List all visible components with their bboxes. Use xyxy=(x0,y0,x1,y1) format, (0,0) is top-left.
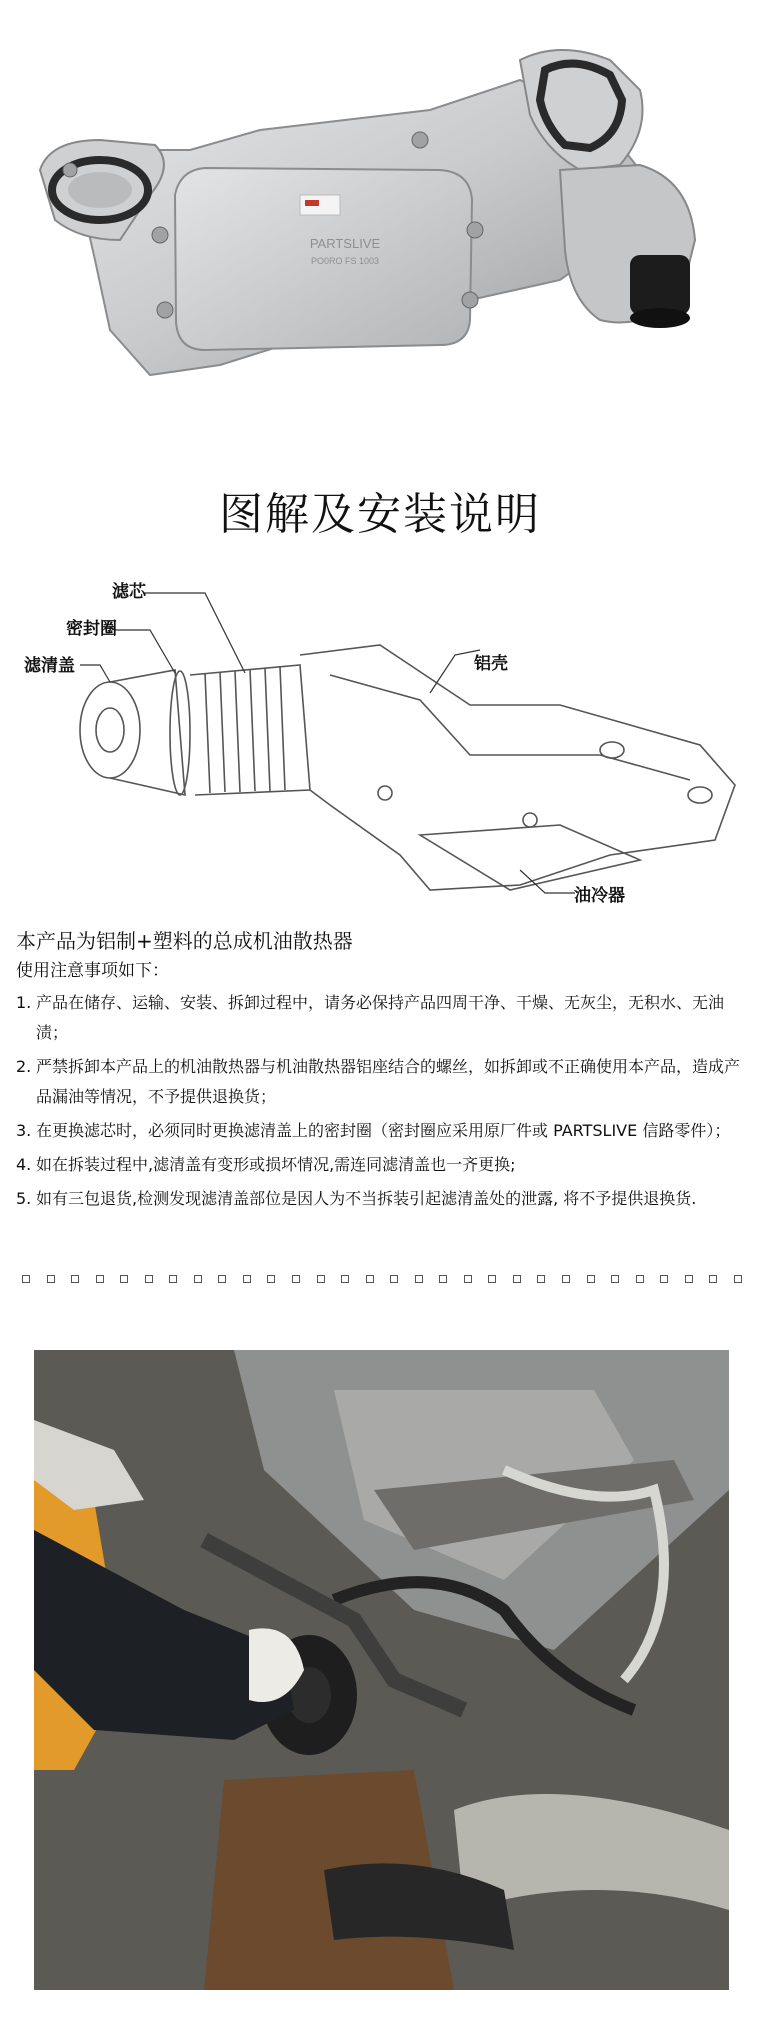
divider-dot xyxy=(537,1275,545,1283)
list-item: 2. 严禁拆卸本产品上的机油散热器与机油散热器铝座结合的螺丝，如拆卸或不正确使用本产品，造成产品漏油等情况，不予提供退换货； xyxy=(16,1057,741,1106)
divider-dot xyxy=(636,1275,644,1283)
divider-dot xyxy=(341,1275,349,1283)
product-plate-text: PO0RO FS 1003 xyxy=(310,256,380,266)
divider-dot xyxy=(562,1275,570,1283)
divider-dot xyxy=(488,1275,496,1283)
divider-dot xyxy=(96,1275,104,1283)
divider-dot xyxy=(415,1275,423,1283)
label-aluminum-shell: 铝壳 xyxy=(474,654,508,674)
divider-dot xyxy=(390,1275,398,1283)
list-item: 1. 产品在储存、运输、安装、拆卸过程中，请务必保持产品四周干净、干燥、无灰尘，无积水、无油渍； xyxy=(16,993,725,1042)
divider-dot xyxy=(685,1275,693,1283)
list-item: 3. 在更换滤芯时，必须同时更换滤清盖上的密封圈（密封圈应采用原厂件或 PARTSLIVE 信路零件）； xyxy=(16,1121,731,1140)
label-oil-cooler: 油冷器 xyxy=(574,886,625,906)
list-item: 4. 如在拆装过程中,滤清盖有变形或损坏情况,需连同滤清盖也一齐更换; xyxy=(16,1155,516,1174)
divider-dot xyxy=(267,1275,275,1283)
label-filter-core: 滤芯 xyxy=(112,582,146,602)
divider-dot xyxy=(194,1275,202,1283)
divider-dot xyxy=(218,1275,226,1283)
dotted-divider xyxy=(22,1275,742,1287)
divider-dot xyxy=(71,1275,79,1283)
page-title: 图解及安装说明 xyxy=(219,489,541,540)
exploded-diagram xyxy=(0,555,760,910)
divider-dot xyxy=(709,1275,717,1283)
divider-dot xyxy=(169,1275,177,1283)
divider-dot xyxy=(660,1275,668,1283)
divider-dot xyxy=(292,1275,300,1283)
divider-dot xyxy=(439,1275,447,1283)
engine-bay-photo xyxy=(34,1350,729,1990)
divider-dot xyxy=(47,1275,55,1283)
label-seal-ring: 密封圈 xyxy=(66,619,117,639)
divider-dot xyxy=(317,1275,325,1283)
product-brand-text: PARTSLIVE xyxy=(309,236,381,251)
diagram-drawing xyxy=(0,555,760,910)
divider-dot xyxy=(464,1275,472,1283)
divider-dot xyxy=(145,1275,153,1283)
notes-intro: 使用注意事项如下： xyxy=(16,961,169,981)
divider-dot xyxy=(22,1275,30,1283)
divider-dot xyxy=(611,1275,619,1283)
product-photo xyxy=(0,0,760,440)
divider-dot xyxy=(734,1275,742,1283)
divider-dot xyxy=(120,1275,128,1283)
divider-dot xyxy=(587,1275,595,1283)
divider-dot xyxy=(243,1275,251,1283)
label-filter-cap: 滤清盖 xyxy=(24,656,75,676)
product-description-heading: 本产品为铝制+塑料的总成机油散热器 xyxy=(16,929,353,953)
notes-list xyxy=(16,988,746,1218)
list-item: 5. 如有三包退货,检测发现滤清盖部位是因人为不当拆装引起滤清盖处的泄露, 将不予提供退换货. xyxy=(16,1189,697,1208)
divider-dot xyxy=(513,1275,521,1283)
divider-dot xyxy=(366,1275,374,1283)
